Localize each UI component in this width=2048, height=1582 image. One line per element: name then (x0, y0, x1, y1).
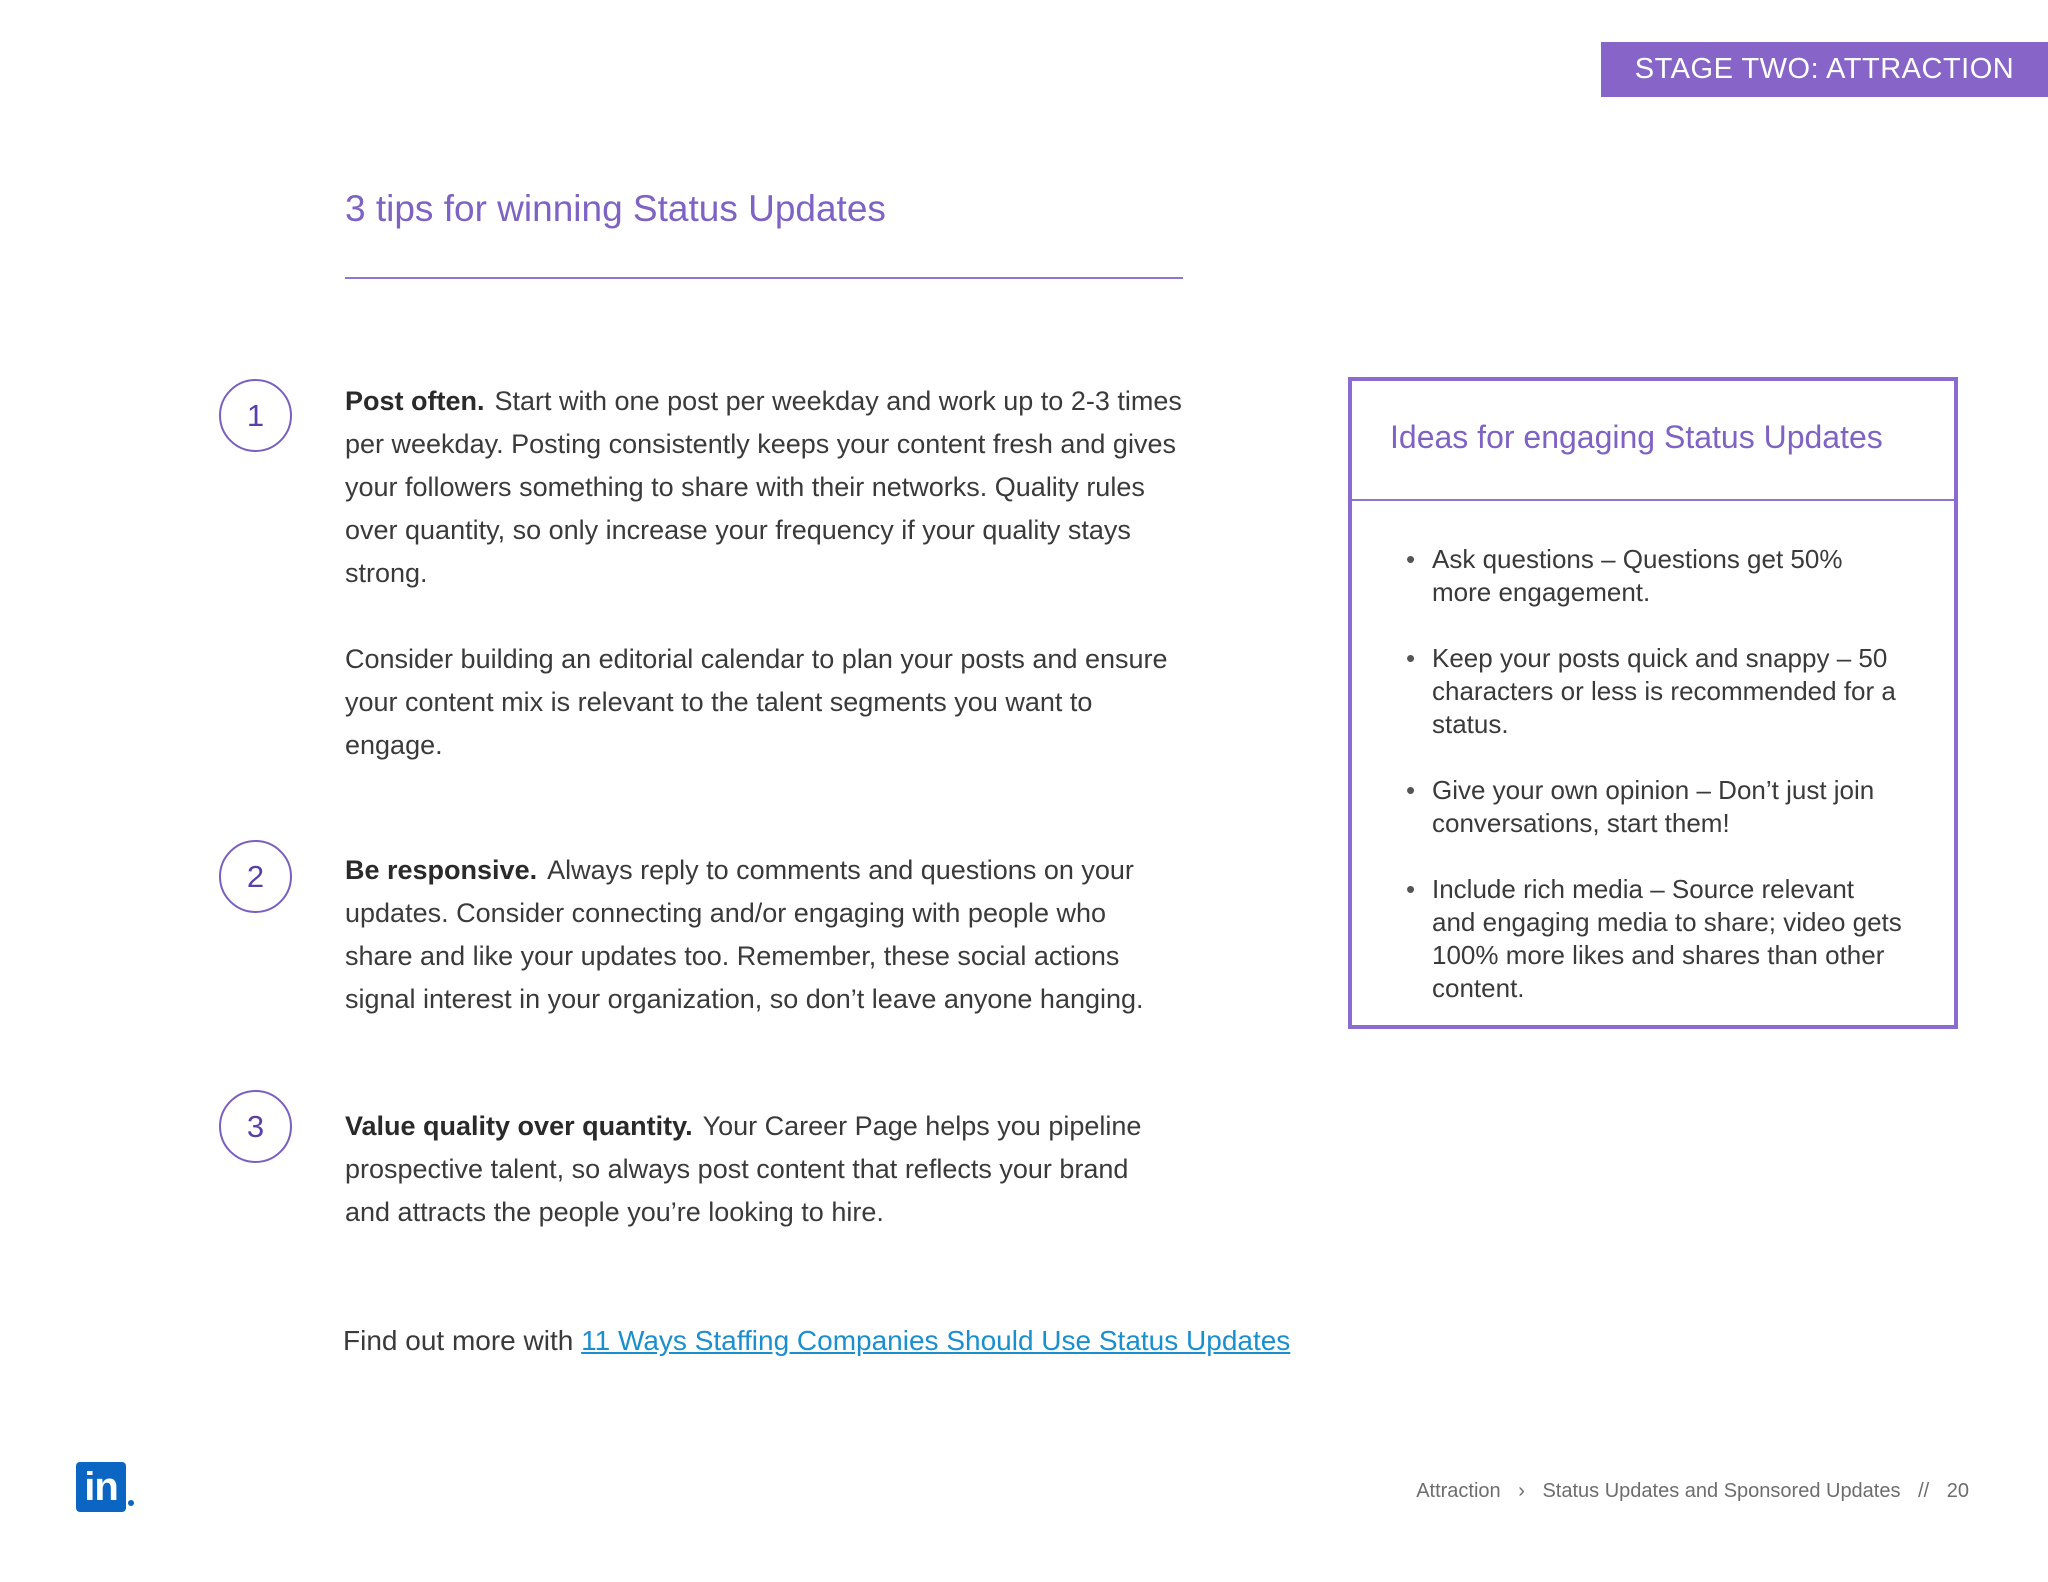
footer-divider: // (1918, 1480, 1930, 1502)
tip-1-lead: Post often. (345, 386, 485, 416)
ideas-title: Ideas for engaging Status Updates (1352, 381, 1954, 501)
tip-1-paragraph (345, 380, 1185, 595)
bullet-icon: • (1406, 544, 1416, 574)
ideas-item (1406, 873, 1904, 1005)
ideas-item-text: Keep your posts quick and snappy – 50 characters or less is recommended for a status. (1432, 643, 1896, 739)
tip-2-lead: Be responsive. (345, 855, 538, 885)
bullet-icon: • (1406, 775, 1416, 805)
footer-section: Attraction (1416, 1480, 1501, 1502)
linkedin-trademark-dot (128, 1500, 134, 1506)
stage-banner: STAGE TWO: ATTRACTION (1601, 42, 2048, 97)
ideas-item-text: Include rich media – Source relevant and engaging media to share; video gets 100% more likes and shares than other content. (1432, 874, 1902, 1003)
tip-number-3: 3 (219, 1090, 292, 1163)
tip-3-body: Your Career Page helps you pipeline prospective talent, so always post content that reflects your brand and attracts the people you’re looking to hire. (345, 1111, 1142, 1227)
tip-1-body: Start with one post per weekday and work up to 2-3 times per weekday. Posting consistently keeps your content fresh and gives your followers something to share with their networks. Quality rules over quantity, so only increase your frequency if your quality stays strong. (345, 386, 1182, 588)
find-more (343, 1325, 1290, 1357)
ideas-box (1348, 377, 1958, 1029)
ideas-item (1406, 642, 1904, 741)
footer-breadcrumb (1410, 1480, 1975, 1503)
tip-3-lead: Value quality over quantity. (345, 1111, 693, 1141)
find-more-link[interactable]: 11 Ways Staffing Companies Should Use Status Updates (581, 1325, 1291, 1356)
linkedin-logo-icon: in (76, 1462, 126, 1512)
ideas-list (1352, 501, 1954, 1005)
find-more-prefix: Find out more with (343, 1325, 574, 1356)
bullet-icon: • (1406, 874, 1416, 904)
tip-1-body-2: Consider building an editorial calendar to plan your posts and ensure your content mix is relevant to the talent segments you want to engage. (345, 644, 1168, 760)
ideas-item-text: Give your own opinion – Don’t just join conversations, start them! (1432, 775, 1875, 838)
tip-2 (345, 849, 1145, 1021)
tip-number-1: 1 (219, 379, 292, 452)
bullet-icon: • (1406, 643, 1416, 673)
page-title: 3 tips for winning Status Updates (345, 188, 886, 229)
tip-2-body: Always reply to comments and questions on your updates. Consider connecting and/or engaging with people who share and like your updates too. Remember, these social actions signal interest in your organization, so don’t leave anyone hanging. (345, 855, 1144, 1014)
tip-1 (345, 380, 1185, 767)
title-divider (345, 277, 1183, 279)
ideas-item (1406, 774, 1904, 840)
footer-topic: Status Updates and Sponsored Updates (1542, 1480, 1901, 1502)
ideas-item-text: Ask questions – Questions get 50% more engagement. (1432, 544, 1843, 607)
page-number: 20 (1946, 1480, 1969, 1502)
footer-separator: › (1518, 1480, 1525, 1502)
tip-3 (345, 1105, 1145, 1234)
tip-number-2: 2 (219, 840, 292, 913)
ideas-item (1406, 543, 1904, 609)
